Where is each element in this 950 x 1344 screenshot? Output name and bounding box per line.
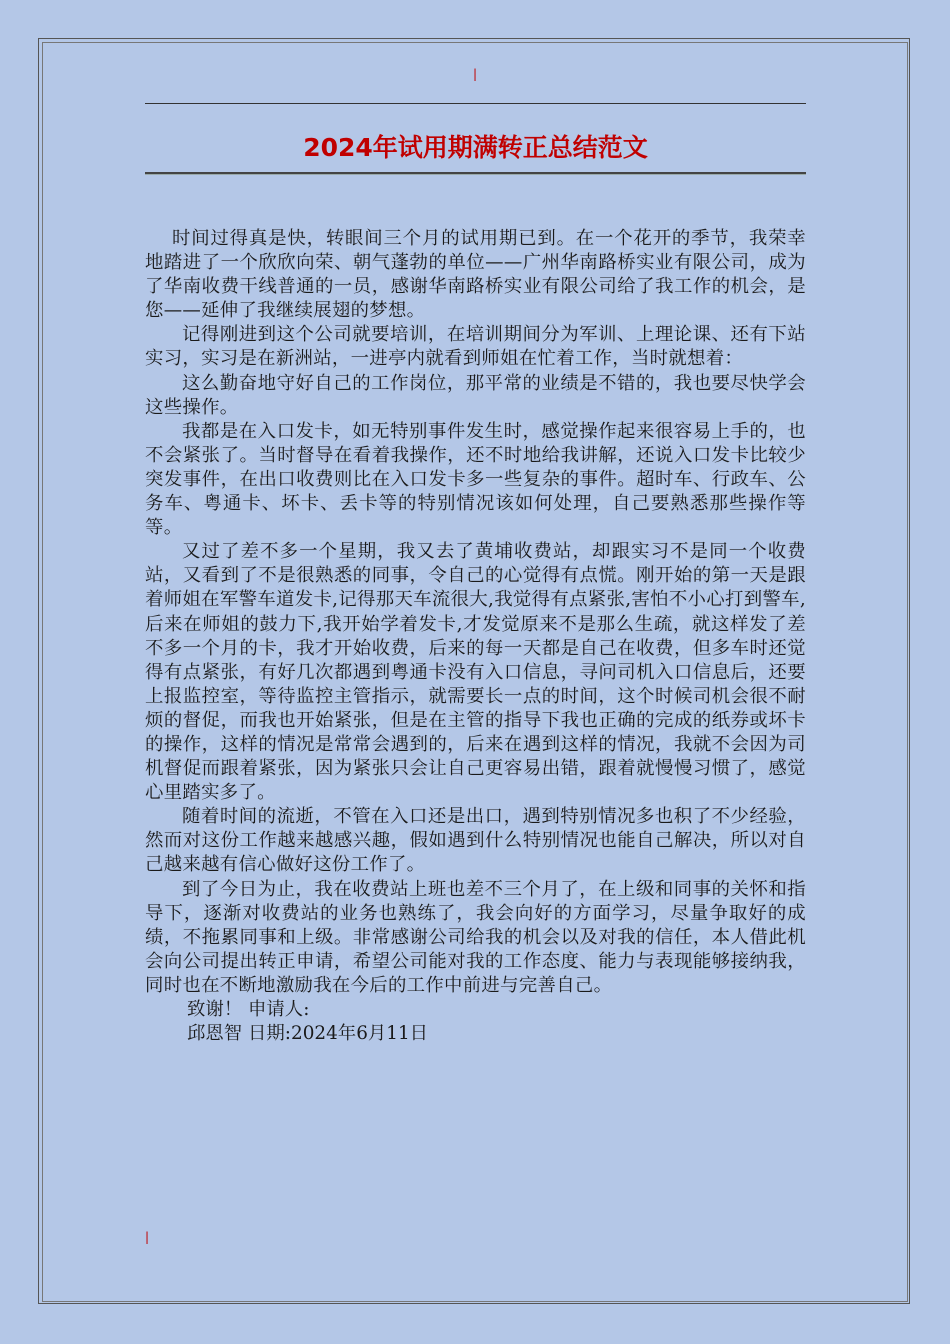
document-body	[145, 227, 806, 1046]
paragraph: 记得刚进到这个公司就要培训，在培训期间分为军训、上理论课、还有下站实习，实习是在新洲站，一进亭内就看到师姐在忙着工作，当时就想着：	[145, 324, 806, 370]
footer-mark: |	[145, 1230, 150, 1244]
paragraph: 随着时间的流逝，不管在入口还是出口，遇到特别情况多也积了不少经验，然而对这份工作越来越感兴趣，假如遇到什么特别情况也能自己解决，所以对自己越来越有信心做好这份工作了。	[145, 806, 806, 876]
paragraph: 时间过得真是快，转眼间三个月的试用期已到。在一个花开的季节，我荣幸地踏进了一个欣欣向荣、朝气蓬勃的单位——广州华南路桥实业有限公司，成为了华南收费干线普通的一员，感谢华南路桥实业有限公司给了我工作的机会，是您——延伸了我继续展翅的梦想。	[145, 228, 806, 322]
signature-line: 邱恩智 日期:2024年6月11日	[187, 1023, 429, 1045]
document-title: 2024年试用期满转正总结范文	[303, 133, 648, 162]
header-rule	[145, 103, 806, 104]
header-mark: |	[473, 67, 478, 81]
paragraph: 我都是在入口发卡，如无特别事件发生时，感觉操作起来很容易上手的，也不会紧张了。当时督导在看着我操作，还不时地给我讲解，还说入口发卡比较少突发事件，在出口收费则比在入口发卡多一些复杂的事件。超时车、行政车、公务车、粤通卡、坏卡、丢卡等的特别情况该如何处理，自己要熟悉那些操作等等。	[145, 420, 806, 539]
title-rule	[145, 172, 806, 174]
paragraph: 又过了差不多一个星期，我又去了黄埔收费站，却跟实习不是同一个收费站，又看到了不是很熟悉的同事，令自己的心觉得有点慌。刚开始的第一天是跟着师姐在军警车道发卡,记得那天车流很大,我觉得有点紧张,害怕不小心打到警车,后来在师姐的鼓力下,我开始学着发卡,才发觉原来不是那么生疏，就这样发了差不多一个月的卡，我才开始收费，后来的每一天都是自己在收费，但多车时还觉得有点紧张，有好几次都遇到粤通卡没有入口信息，寻问司机入口信息后，还要上报监控室，等待监控主管指示，就需要长一点的时间，这个时候司机会很不耐烦的督促，而我也开始紧张，但是在主管的指导下我也正确的完成的纸券或坏卡的操作，这样的情况是常常会遇到的，后来在遇到这样的情况，我就不会因为司机督促而跟着紧张，因为紧张只会让自己更容易出错，跟着就慢慢习惯了，感觉心里踏实多了。	[145, 541, 806, 804]
closing-line: 致谢！ 申请人:	[187, 999, 310, 1020]
paragraph: 这么勤奋地守好自己的工作岗位，那平常的业绩是不错的，我也要尽快学会这些操作。	[145, 372, 806, 418]
paragraph: 到了今日为止，我在收费站上班也差不三个月了，在上级和同事的关怀和指导下，逐渐对收费站的业务也熟练了，我会向好的方面学习，尽量争取好的成绩，不拖累同事和上级。非常感谢公司给我的机会以及对我的信任，本人借此机会向公司提出转正申请，希望公司能对我的工作态度、能力与表现能够接纳我，同时也在不断地激励我在今后的工作中前进与完善自己。	[145, 878, 806, 996]
